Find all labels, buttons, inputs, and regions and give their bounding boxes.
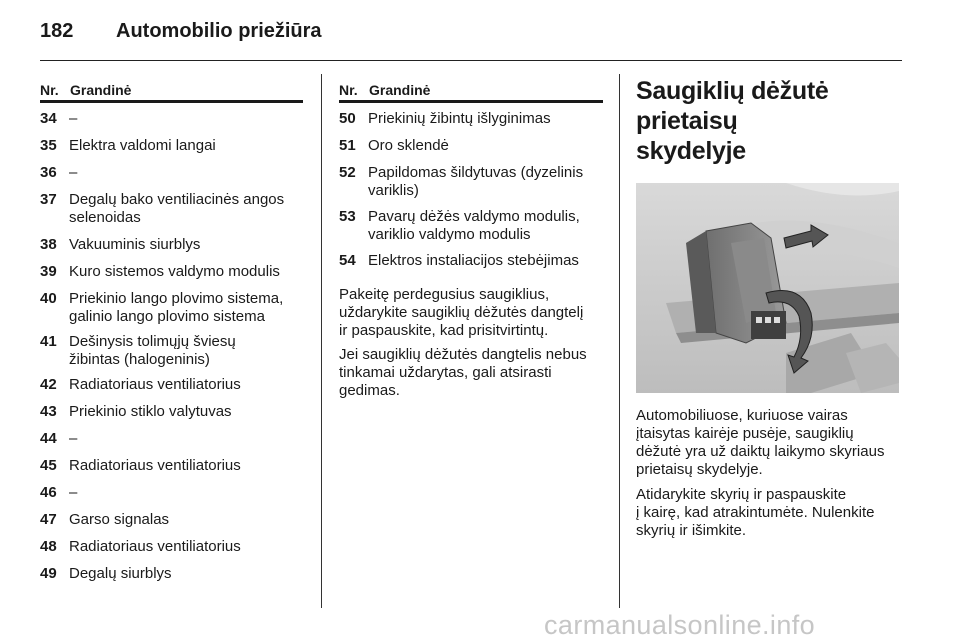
section-title-line: Saugiklių dėžutė prietaisų bbox=[636, 77, 829, 135]
paragraph-line: skyrių ir išimkite. bbox=[636, 522, 747, 539]
fuse-number: 50 bbox=[339, 110, 356, 127]
circuit-name: Elektra valdomi langai bbox=[69, 137, 216, 154]
circuit-name-line: Pavarų dėžės valdymo modulis, bbox=[368, 208, 580, 225]
circuit-name bbox=[368, 208, 603, 244]
paragraph-line: Atidarykite skyrių ir paspauskite bbox=[636, 486, 847, 503]
circuit-name: – bbox=[69, 430, 78, 447]
circuit-name-line: Degalų bako ventiliacinės angos bbox=[69, 191, 285, 208]
paragraph-line: Jei saugiklių dėžutės dangtelis nebus bbox=[339, 346, 587, 363]
circuit-name: – bbox=[69, 110, 78, 127]
paragraph-instructions bbox=[636, 486, 908, 540]
paragraph-line: Pakeitę perdegusius saugiklius, bbox=[339, 286, 550, 303]
circuit-name: Radiatoriaus ventiliatorius bbox=[69, 376, 241, 393]
circuit-name-line: selenoidas bbox=[69, 209, 141, 226]
fuse-table-middle bbox=[339, 74, 603, 274]
fuse-number: 51 bbox=[339, 137, 356, 154]
circuit-name-line: variklio valdymo modulis bbox=[368, 226, 531, 243]
paragraph-line: prietaisų skydelyje. bbox=[636, 461, 763, 478]
column-divider bbox=[619, 74, 620, 608]
fuse-number: 39 bbox=[40, 263, 57, 280]
column-header-circuit: Grandinė bbox=[369, 82, 431, 98]
circuit-name-line: žibintas (halogeninis) bbox=[69, 351, 210, 368]
fuse-table-left bbox=[40, 74, 303, 594]
column-header-nr: Nr. bbox=[339, 82, 358, 98]
fuse-number: 38 bbox=[40, 236, 57, 253]
circuit-name: Kuro sistemos valdymo modulis bbox=[69, 263, 280, 280]
column-divider bbox=[321, 74, 322, 608]
fuse-number: 34 bbox=[40, 110, 57, 127]
circuit-name: Degalų siurblys bbox=[69, 565, 172, 582]
page-header bbox=[40, 14, 902, 61]
fuse-number: 37 bbox=[40, 191, 57, 208]
circuit-name: – bbox=[69, 164, 78, 181]
circuit-name: – bbox=[69, 484, 78, 501]
table-header bbox=[40, 74, 303, 103]
fuse-number: 49 bbox=[40, 565, 57, 582]
paragraph-cover-warning bbox=[339, 346, 609, 400]
paragraph-line: į kairę, kad atrakintumėte. Nulenkite bbox=[636, 504, 875, 521]
paragraph-line: ir paspauskite, kad prisitvirtintų. bbox=[339, 322, 549, 339]
circuit-name: Elektros instaliacijos stebėjimas bbox=[368, 252, 579, 269]
circuit-name bbox=[69, 290, 303, 326]
fuse-number: 54 bbox=[339, 252, 356, 269]
circuit-name: Vakuuminis siurblys bbox=[69, 236, 201, 253]
page-number: 182 bbox=[40, 20, 74, 42]
fuse-number: 43 bbox=[40, 403, 57, 420]
circuit-name: Priekinių žibintų išlyginimas bbox=[368, 110, 551, 127]
paragraph-replace-fuse bbox=[339, 286, 609, 340]
fuse-number: 44 bbox=[40, 430, 57, 447]
circuit-name-line: galinio lango plovimo sistema bbox=[69, 308, 265, 325]
circuit-name: Radiatoriaus ventiliatorius bbox=[69, 538, 241, 555]
circuit-name: Radiatoriaus ventiliatorius bbox=[69, 457, 241, 474]
paragraph-line: Automobiliuose, kuriuose vairas bbox=[636, 407, 848, 424]
circuit-name: Oro sklendė bbox=[368, 137, 449, 154]
watermark: carmanualsonline.info bbox=[544, 610, 816, 640]
fuse-number: 42 bbox=[40, 376, 57, 393]
fuse-number: 53 bbox=[339, 208, 356, 225]
paragraph-line: tinkamai uždarytas, gali atsirasti bbox=[339, 364, 552, 381]
fuse-number: 47 bbox=[40, 511, 57, 528]
table-header bbox=[339, 74, 603, 103]
fuse-number: 46 bbox=[40, 484, 57, 501]
column-header-circuit: Grandinė bbox=[70, 82, 132, 98]
circuit-name: Garso signalas bbox=[69, 511, 170, 528]
paragraph-location bbox=[636, 407, 908, 479]
glovebox-drawing bbox=[636, 183, 899, 393]
fuse-number: 40 bbox=[40, 290, 57, 307]
fuse-number: 45 bbox=[40, 457, 57, 474]
circuit-name: Priekinio stiklo valytuvas bbox=[69, 403, 232, 420]
fuse-box-illustration bbox=[636, 183, 899, 393]
circuit-name bbox=[69, 191, 303, 227]
circuit-name bbox=[69, 333, 303, 369]
circuit-name-line: Dešinysis tolimųjų šviesų bbox=[69, 333, 236, 350]
fuse-number: 52 bbox=[339, 164, 356, 181]
paragraph-line: dėžutė yra už daiktų laikymo skyriaus bbox=[636, 443, 885, 460]
circuit-name bbox=[368, 164, 603, 200]
section-title-line: skydelyje bbox=[636, 137, 746, 165]
column-header-nr: Nr. bbox=[40, 82, 59, 98]
fuse-number: 48 bbox=[40, 538, 57, 555]
fuse-number: 41 bbox=[40, 333, 57, 350]
paragraph-line: uždarykite saugiklių dėžutės dangtelį bbox=[339, 304, 584, 321]
circuit-name-line: Priekinio lango plovimo sistema, bbox=[69, 290, 284, 307]
page-title: Automobilio priežiūra bbox=[116, 20, 322, 42]
paragraph-line: įtaisytas kairėje pusėje, saugiklių bbox=[636, 425, 854, 442]
circuit-name-line: variklis) bbox=[368, 182, 419, 199]
section-title bbox=[636, 76, 906, 166]
circuit-name-line: Papildomas šildytuvas (dyzelinis bbox=[368, 164, 584, 181]
fuse-number: 35 bbox=[40, 137, 57, 154]
fuse-number: 36 bbox=[40, 164, 57, 181]
paragraph-line: gedimas. bbox=[339, 382, 400, 399]
